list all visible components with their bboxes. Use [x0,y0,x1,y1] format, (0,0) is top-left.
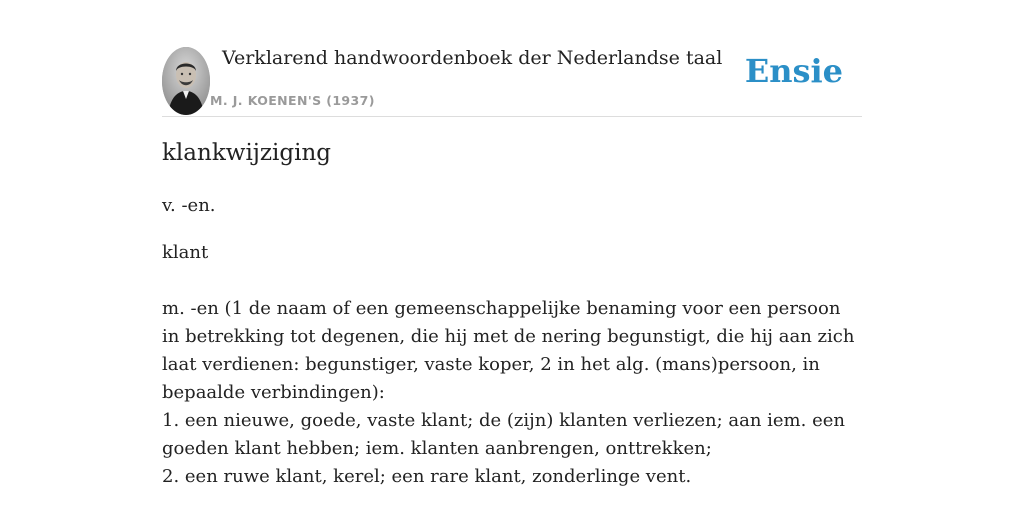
page-container [162,0,862,512]
definition-line: 1. een nieuwe, goede, vaste klant; de (zijn) klanten verliezen; aan iem. een goeden klant hebben; iem. klanten aanbrengen, onttrekken; [162,410,845,459]
entry-grammar: v. -en. [162,195,216,216]
related-word: klant [162,242,209,263]
dictionary-author: M. J. KOENEN'S (1937) [210,93,375,108]
dictionary-header [162,44,862,117]
entry-definition [162,295,862,491]
ensie-logo-link[interactable]: Ensie [744,52,843,90]
definition-line: m. -en (1 de naam of een gemeenschappelijke benaming voor een persoon in betrekking tot degenen, die hij met de nering begunstigt, die hij aan zich laat verdienen: begunstiger, vaste koper, 2 in het alg. (mans)persoon, in bepaalde verbindingen): [162,298,855,403]
dictionary-title: Verklarend handwoordenboek der Nederlandse taal [222,47,723,69]
author-portrait-icon [162,47,210,115]
definition-line: 2. een ruwe klant, kerel; een rare klant, zonderlinge vent. [162,466,692,487]
entry-headword: klankwijziging [162,140,332,166]
